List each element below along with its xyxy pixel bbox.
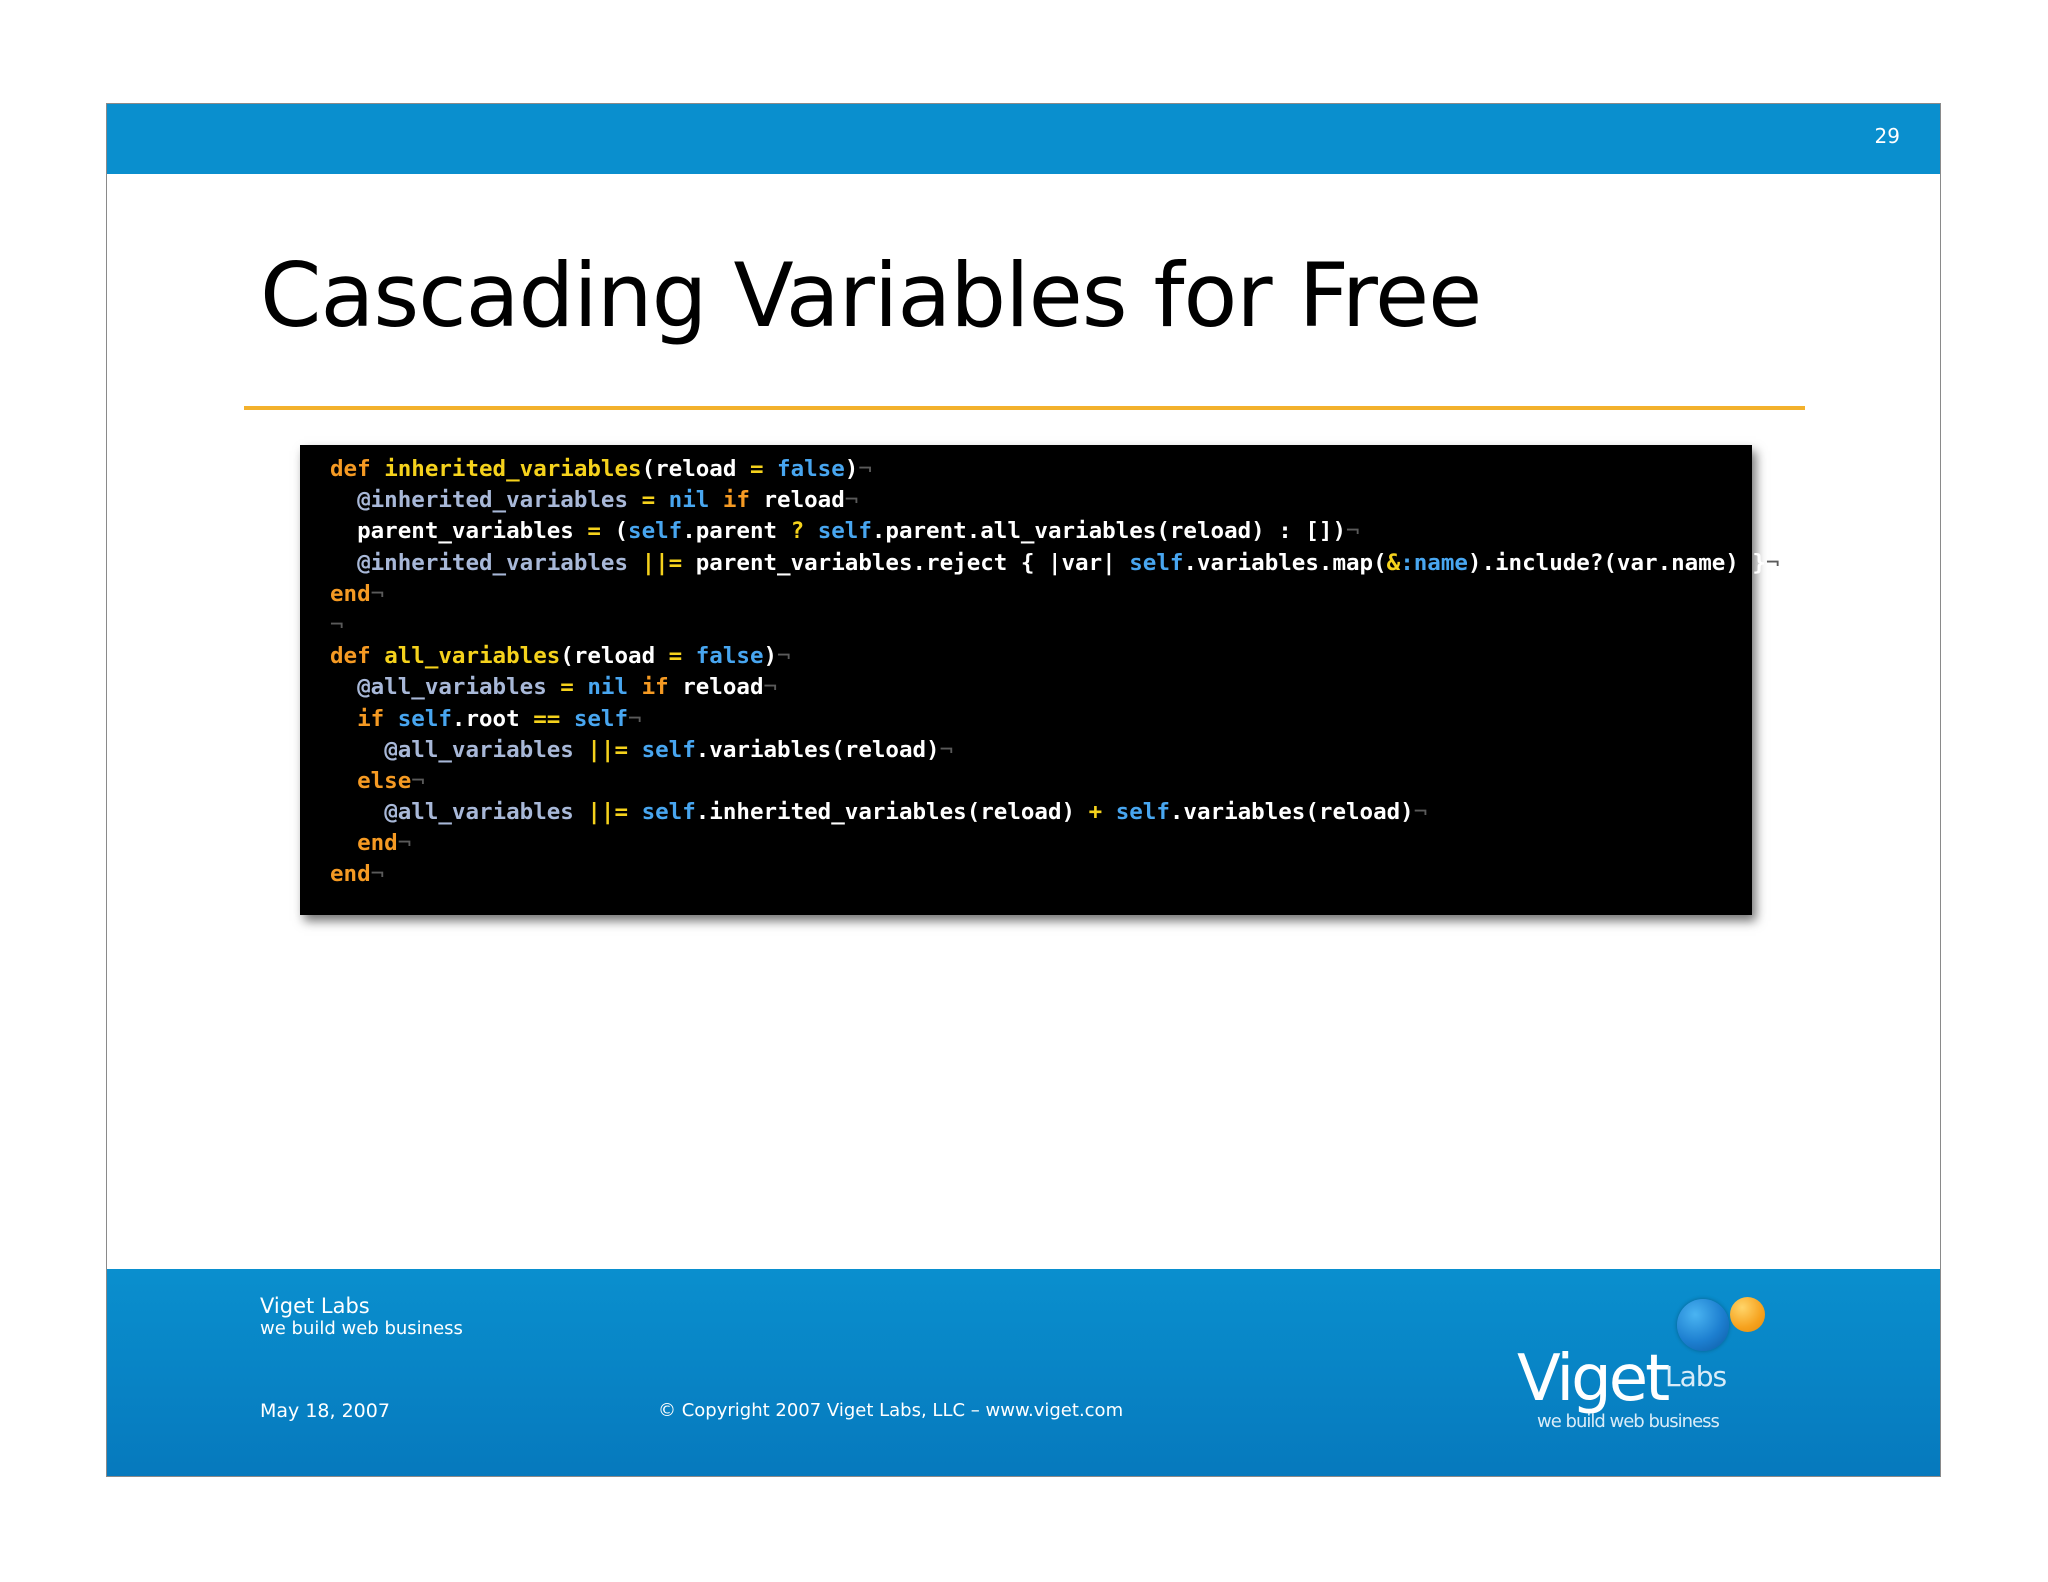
code-token: ¬ (1765, 549, 1780, 576)
code-token: .variables.map( (1183, 549, 1387, 576)
code-token: if (641, 674, 669, 701)
code-token: (reload (560, 643, 669, 670)
slide-number: 29 (1874, 124, 1900, 148)
code-token: = (668, 643, 683, 670)
code-block (300, 445, 1780, 915)
code-token (804, 518, 818, 544)
code-token: reload (749, 487, 845, 514)
code-token: self (1129, 549, 1184, 576)
code-token (384, 706, 398, 732)
code-token (560, 706, 574, 732)
code-token: end (330, 861, 371, 888)
code-token (330, 550, 357, 576)
code-token: .parent (682, 518, 791, 545)
code-token: ¬ (628, 705, 642, 732)
code-token: ¬ (844, 487, 859, 514)
code-token: if (357, 705, 385, 732)
code-token: ¬ (1413, 799, 1428, 826)
code-token: ( (600, 518, 629, 545)
code-token: = (560, 674, 574, 701)
code-token: .variables(reload) (695, 736, 940, 763)
code-line (330, 735, 1752, 766)
header-bar (107, 104, 1940, 174)
code-token: ¬ (330, 611, 344, 638)
code-token: ||= (587, 799, 629, 826)
code-token: parent_variables.reject { |var| (682, 549, 1130, 576)
code-token (682, 643, 696, 669)
footer-tagline: we build web business (260, 1318, 463, 1339)
code-token (655, 487, 669, 513)
code-line (330, 641, 1752, 672)
code-token: @inherited_variables (357, 487, 629, 514)
code-token (764, 456, 778, 482)
code-token (330, 674, 357, 700)
logo-wordmark: Viget (1517, 1342, 1668, 1416)
code-token: == (533, 705, 561, 732)
code-token: ||= (587, 736, 629, 763)
logo-tagline: we build web business (1537, 1411, 1719, 1432)
code-token: .parent.all_variables(reload) : [] (871, 518, 1333, 545)
logo-labs-suffix: Labs (1665, 1360, 1727, 1393)
code-token (628, 737, 642, 763)
code-token: ) (763, 643, 778, 670)
slide (106, 103, 1941, 1477)
code-token: ¬ (1346, 518, 1360, 545)
code-token: = (749, 456, 764, 482)
code-line (330, 579, 1752, 610)
code-line (330, 516, 1752, 547)
logo-blue-dot-icon (1677, 1299, 1729, 1351)
code-token: def (330, 643, 385, 670)
code-line (330, 859, 1752, 890)
title-divider (244, 406, 1805, 410)
code-token: @all_variables (384, 799, 574, 826)
code-token (628, 487, 642, 513)
code-token: self (641, 799, 696, 826)
code-token (330, 768, 357, 794)
code-token: false (777, 456, 845, 482)
code-token (574, 737, 588, 763)
code-token: ¬ (397, 830, 412, 857)
footer-date: May 18, 2007 (260, 1400, 390, 1422)
code-token: nil (587, 674, 629, 701)
code-line (330, 485, 1752, 516)
code-token: ¬ (370, 861, 385, 888)
code-token: .root (451, 705, 534, 732)
code-token (628, 799, 642, 825)
code-token: ¬ (858, 456, 872, 482)
code-token: = (641, 487, 656, 514)
code-line (330, 454, 1752, 485)
code-token: self (573, 705, 629, 732)
code-token: ? (790, 518, 805, 545)
footer-copyright: © Copyright 2007 Viget Labs, LLC – www.viget.com (658, 1400, 1124, 1421)
code-token: false (695, 643, 764, 670)
code-line (330, 797, 1752, 828)
code-token: :name (1400, 549, 1468, 576)
code-line (330, 828, 1752, 859)
code-token: & (1386, 549, 1401, 576)
code-token: ¬ (939, 736, 954, 763)
code-token: (reload (641, 456, 750, 482)
code-token: inherited_variables (384, 456, 642, 482)
code-token (574, 674, 588, 700)
code-token: self (397, 705, 452, 732)
code-token: .variables(reload) (1169, 799, 1414, 826)
code-token: ¬ (370, 580, 385, 607)
code-token: if (722, 487, 750, 514)
code-token: self (641, 736, 696, 763)
footer-company-name: Viget Labs (260, 1294, 370, 1318)
footer-bar (107, 1269, 1940, 1477)
code-token: ) (844, 456, 859, 482)
viget-labs-logo (1517, 1299, 1777, 1439)
slide-title: Cascading Variables for Free (260, 244, 1482, 347)
logo-orange-dot-icon (1730, 1297, 1765, 1332)
code-token: .inherited_variables(reload) (695, 799, 1089, 826)
code-token: ||= (641, 549, 683, 576)
code-token: self (628, 518, 683, 545)
code-token: = (587, 518, 601, 545)
code-line (330, 672, 1752, 703)
code-token: end (357, 830, 398, 857)
code-token (330, 830, 357, 856)
code-token: ¬ (411, 767, 425, 794)
code-token: + (1088, 799, 1103, 826)
code-token: ¬ (777, 643, 791, 670)
code-token: @inherited_variables (357, 549, 629, 576)
code-token: ¬ (763, 674, 778, 701)
code-line (330, 766, 1752, 797)
code-token (628, 674, 642, 700)
code-token: end (330, 580, 371, 607)
code-token: @all_variables (357, 674, 547, 701)
code-token: reload (668, 674, 764, 701)
code-token (574, 799, 588, 825)
code-token (1102, 799, 1116, 825)
code-token: self (1115, 799, 1170, 826)
code-token (330, 706, 357, 732)
code-line (330, 610, 1752, 641)
code-token: all_variables (384, 643, 561, 670)
code-token (709, 487, 723, 513)
code-token: ).include?(var.name) } (1467, 549, 1766, 576)
code-token: @all_variables (384, 736, 574, 763)
code-token: ) (1332, 518, 1346, 545)
code-token (330, 737, 384, 763)
code-line (330, 548, 1780, 579)
code-token: parent_variables (330, 518, 588, 545)
code-token (628, 550, 642, 576)
code-line (330, 704, 1752, 735)
code-token: self (817, 518, 872, 545)
code-token: nil (668, 487, 710, 514)
code-token: def (330, 456, 385, 482)
code-token (330, 487, 357, 513)
code-token (547, 674, 561, 700)
code-token: else (357, 767, 412, 794)
code-token (330, 799, 384, 825)
